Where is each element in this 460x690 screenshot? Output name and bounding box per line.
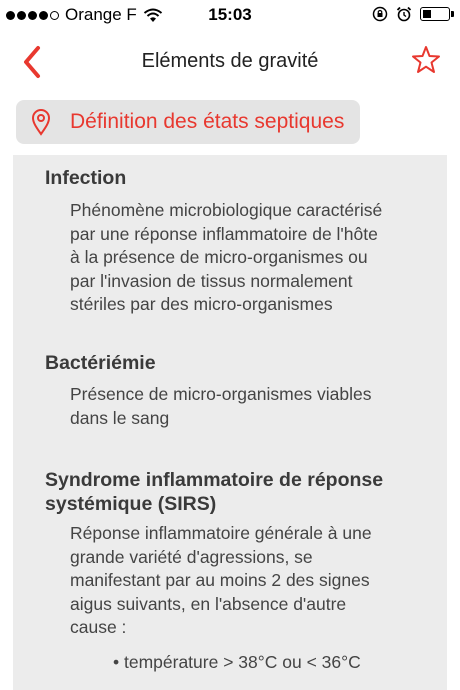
definition-line: stériles par des micro-organismes [70, 294, 333, 314]
term-line: Syndrome inflammatoire de réponse [45, 469, 384, 491]
entry-definition [70, 522, 440, 640]
definition-line: Présence de micro-organismes viables [70, 384, 372, 404]
map-pin-icon [30, 108, 52, 136]
definition-line: Phénomène microbiologique caractérisé [70, 200, 383, 220]
definition-line: par l'invasion de tissus normalement [70, 270, 353, 291]
carrier-name: Orange F [65, 5, 137, 24]
status-bar [0, 0, 460, 30]
definitions-panel [13, 155, 447, 690]
entry-definition [70, 199, 440, 317]
alarm-icon [396, 6, 412, 22]
page-title: Eléments de gravité [141, 50, 319, 72]
clock: 15:03 [208, 5, 252, 24]
section-title: Définition des états septiques [70, 110, 345, 133]
star-outline-icon[interactable] [410, 44, 442, 76]
definition-line: à la présence de micro-organismes ou [70, 247, 368, 267]
entry-definition [70, 383, 440, 430]
battery-fill [423, 10, 431, 18]
term-line: systémique (SIRS) [45, 493, 217, 515]
definition-line: aigus suivants, en l'absence d'autre [70, 593, 347, 614]
definition-line: Réponse inflammatoire générale à une [70, 523, 372, 543]
entry-term: Infection [45, 167, 127, 189]
status-right [372, 6, 450, 22]
section-header[interactable] [16, 100, 360, 144]
definition-line: grande variété d'agressions, se [70, 546, 313, 567]
definition-line: par une réponse inflammatoire de l'hôte [70, 223, 378, 244]
definition-line: manifestant par au moins 2 des signes [70, 570, 370, 590]
entry-term [45, 468, 383, 516]
definition-line: dans le sang [70, 407, 170, 428]
bullet-item: • température > 38°C ou < 36°C [113, 652, 361, 672]
entry-term: Bactériémie [45, 352, 156, 374]
battery-icon [420, 7, 450, 21]
rotation-lock-icon [372, 6, 388, 22]
definition-line: cause : [70, 617, 127, 637]
nav-bar [0, 30, 460, 92]
